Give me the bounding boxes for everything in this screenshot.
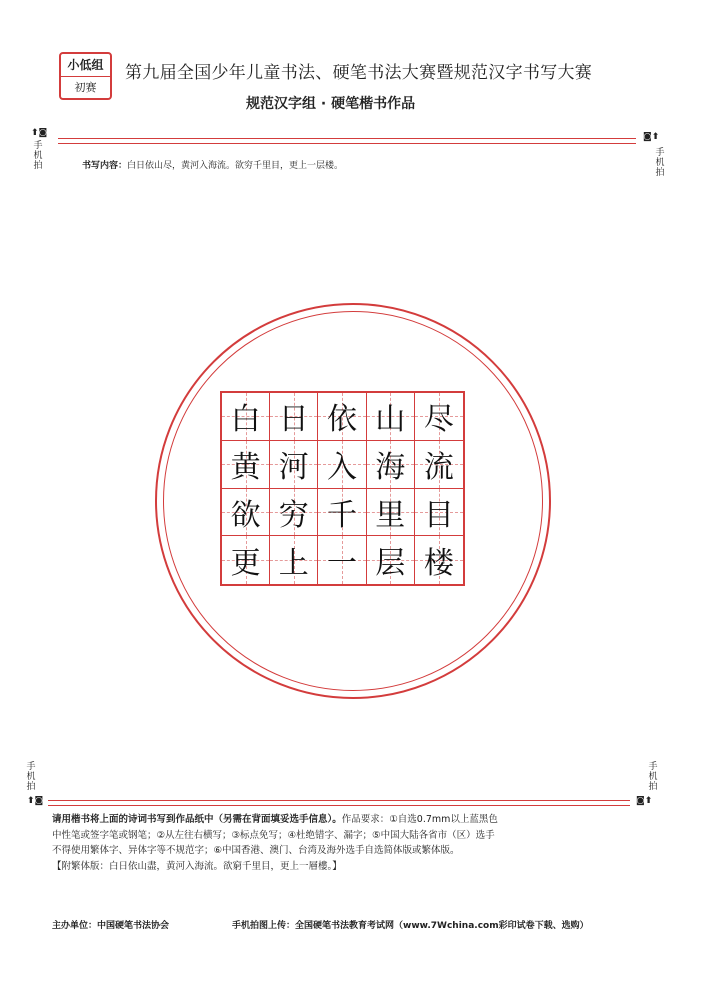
grid-cell <box>318 489 366 537</box>
contest-subtitle: 规范汉字组 · 硬笔楷书作品 <box>246 96 416 112</box>
grid-cell <box>415 393 463 441</box>
grid-char: 穷 <box>278 497 309 533</box>
grid-char: 千 <box>326 497 357 533</box>
grid-cell <box>367 393 415 441</box>
camera-mark-bottom-left: ⬆◙ <box>27 796 44 806</box>
grid-char: 流 <box>423 450 454 486</box>
instructions-requirements: 作品要求：①自选0.7mm以上蓝黑色 <box>341 814 498 825</box>
grid-char: 上 <box>278 546 309 582</box>
instructions-line-4: 【附繁体版：白日依山盡，黄河入海流。欲窮千里目，更上一層樓。】 <box>52 860 342 872</box>
organizer-text: 主办单位：中国硬笔书法协会 <box>52 921 170 931</box>
grid-char: 层 <box>375 546 406 582</box>
grid-cell <box>270 441 318 489</box>
camera-mark-top-right: ◙⬆ <box>643 132 660 142</box>
instructions-line-1 <box>52 812 662 828</box>
grid-cell <box>270 393 318 441</box>
instructions-lead: 请用楷书将上面的诗词书写到作品纸中（另需在背面填妥选手信息）。 <box>52 814 342 825</box>
grid-cell <box>222 489 270 537</box>
camera-mark-top-left: ⬆◙ <box>31 128 48 138</box>
grid-char: 目 <box>423 497 454 533</box>
grid-cell <box>367 536 415 584</box>
grid-char: 海 <box>375 450 406 486</box>
round-label: 初赛 <box>74 81 97 94</box>
grid-char: 楼 <box>423 546 454 582</box>
grid-char: 更 <box>230 546 261 582</box>
grid-cell <box>318 393 366 441</box>
instructions-block <box>52 812 662 874</box>
group-badge <box>59 52 112 100</box>
grid-char: 黄 <box>230 450 261 486</box>
grid-cell <box>270 489 318 537</box>
grid-char: 白 <box>230 402 261 438</box>
grid-cell <box>222 393 270 441</box>
writing-grid <box>220 391 465 586</box>
grid-cell <box>222 536 270 584</box>
grid-cell <box>318 441 366 489</box>
grid-cell <box>367 489 415 537</box>
grid-char: 一 <box>326 546 357 582</box>
upload-text: 手机拍图上传：全国硬笔书法教育考试网（www.7Wchina.com彩印试卷下载、选购） <box>232 921 589 931</box>
writing-content-text: 白日依山尽，黄河入海流。欲穷千里目，更上一层楼。 <box>127 161 344 171</box>
camera-mark-bottom-right: ◙⬆ <box>636 796 653 806</box>
phone-label-bottom-right: 手机拍 <box>648 762 658 792</box>
grid-char: 依 <box>326 402 357 438</box>
grid-char: 欲 <box>230 497 261 533</box>
grid-cell <box>270 536 318 584</box>
contest-title: 第九届全国少年儿童书法、硬笔书法大赛暨规范汉字书写大赛 <box>125 63 593 83</box>
grid-cell <box>367 441 415 489</box>
grid-cell <box>415 536 463 584</box>
writing-content-label: 书写内容： <box>82 161 128 171</box>
top-double-rule <box>58 138 636 144</box>
phone-label-top-right: 手机拍 <box>655 148 665 178</box>
group-label: 小低组 <box>61 54 110 77</box>
instructions-line-2: 中性笔或签字笔或钢笔；②从左往右横写；③标点免写；④杜绝错字、漏字；⑤中国大陆各省市（区）选手 <box>52 829 495 841</box>
grid-char: 里 <box>375 497 406 533</box>
instructions-line-3: 不得使用繁体字、异体字等不规范字；⑥中国香港、澳门、台湾及海外选手自选简体版或繁体版。 <box>52 845 460 856</box>
grid-char: 山 <box>375 402 406 438</box>
grid-cell <box>415 489 463 537</box>
grid-char: 河 <box>278 450 309 486</box>
grid-char: 入 <box>326 450 357 486</box>
grid-cell <box>222 441 270 489</box>
grid-char: 尽 <box>423 402 454 438</box>
phone-label-bottom-left: 手机拍 <box>26 762 36 792</box>
phone-label-top-left: 手机拍 <box>33 141 43 171</box>
writing-content <box>82 158 343 171</box>
grid-char: 日 <box>278 402 309 438</box>
grid-cell <box>415 441 463 489</box>
bottom-double-rule <box>48 800 630 806</box>
grid-cell <box>318 536 366 584</box>
